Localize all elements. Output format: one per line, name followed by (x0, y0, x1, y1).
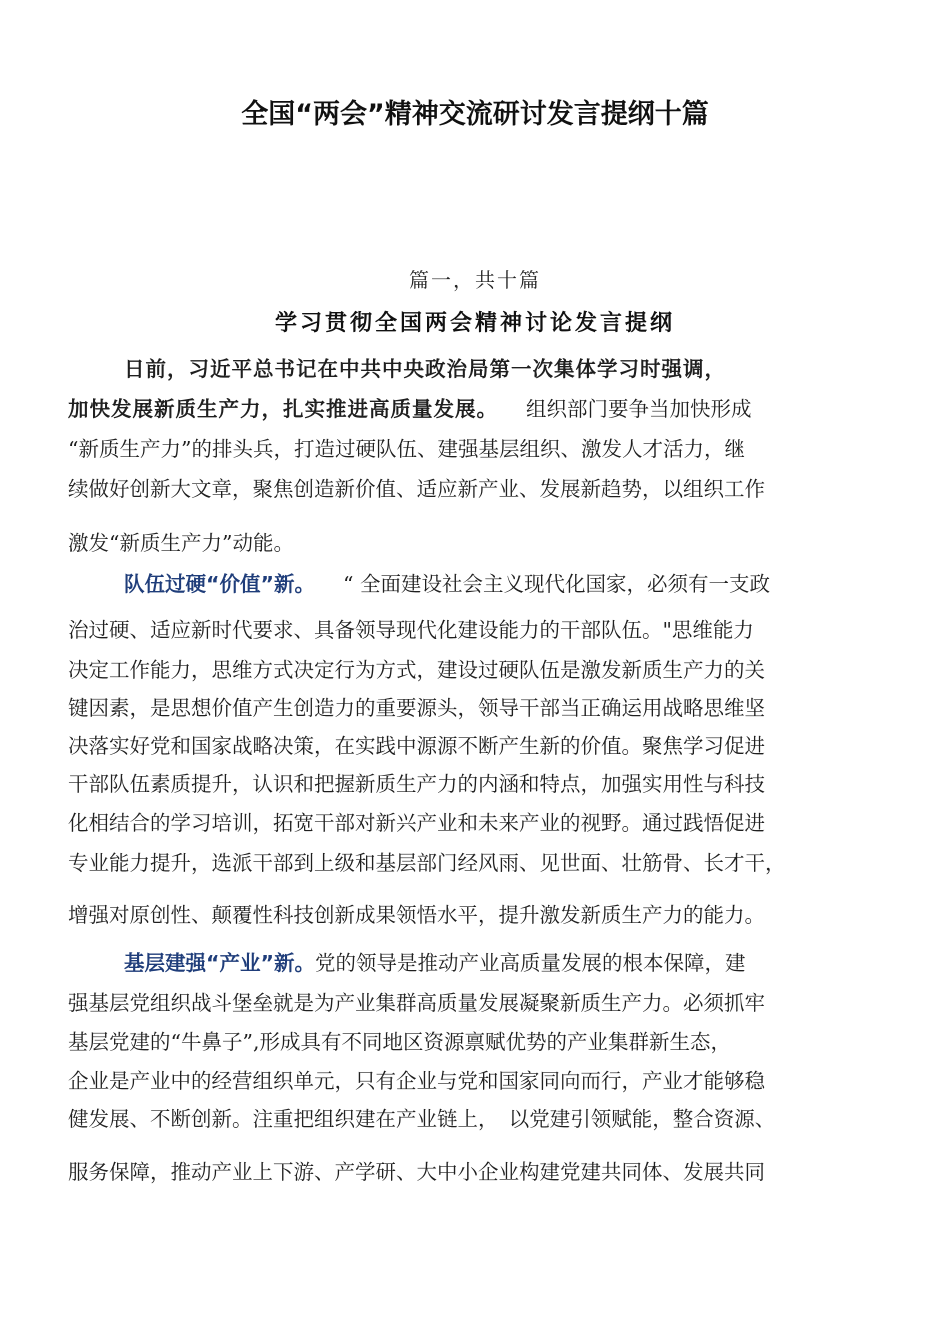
paragraph2-line9: 增强对原创性、颠覆性科技创新成果领悟水平，提升激发新质生产力的能力。 (68, 903, 765, 927)
paragraph3-heading: 基层建强“产业”新。 (124, 951, 315, 975)
paragraph2-line5: 决落实好党和国家战略决策，在实践中源源不断产生新的价值。聚焦学习促进 (68, 734, 765, 758)
paragraph2-line1-rest: “ 全面建设社会主义现代化国家，必须有一支政 (342, 572, 770, 596)
paragraph1-lead-line1: 日前，习近平总书记在中共中央政治局第一次集体学习时强调， (124, 357, 726, 381)
paragraph3-line1 (68, 946, 888, 976)
paragraph1-line4: 续做好创新大文章，聚焦创造新价值、适应新产业、发展新趋势，以组织工作 (68, 477, 765, 501)
paragraph1-line5: 激发“新质生产力”动能。 (68, 531, 294, 555)
paragraph1-line1 (68, 352, 888, 382)
paragraph2-line2: 治过硬、适应新时代要求、具备领导现代化建设能力的干部队伍。"思维能力 (68, 618, 754, 642)
paragraph1-line2-rest: 组织部门要争当加快形成 (526, 397, 752, 421)
paragraph3-line1-rest: 党的领导是推动产业高质量发展的根本保障，建 (314, 951, 746, 975)
paragraph2-line7: 化相结合的学习培训，拓宽干部对新兴产业和未来产业的视野。通过践悟促进 (68, 811, 765, 835)
paragraph3-line2: 强基层党组织战斗堡垒就是为产业集群高质量发展凝聚新质生产力。必须抓牢 (68, 991, 765, 1015)
paragraph2-line4: 键因素，是思想价值产生创造力的重要源头，领导干部当正确运用战略思维坚 (68, 696, 765, 720)
paragraph2-line8: 专业能力提升，选派干部到上级和基层部门经风雨、见世面、壮筋骨、长才干， (68, 851, 786, 875)
paragraph3-line3: 基层党建的“牛鼻子”,形成具有不同地区资源禀赋优势的产业集群新生态， (68, 1030, 731, 1054)
paragraph2-line6: 干部队伍素质提升，认识和把握新质生产力的内涵和特点，加强实用性与科技 (68, 772, 765, 796)
paragraph1-line3: “新质生产力”的排头兵，打造过硬队伍、建强基层组织、激发人才活力，继 (68, 437, 745, 461)
paragraph2-line3: 决定工作能力，思维方式决定行为方式，建设过硬队伍是激发新质生产力的关 (68, 658, 765, 682)
paragraph2-line1 (68, 567, 888, 597)
document-title: 全国“两会”精神交流研讨发言提纲十篇 (241, 99, 709, 130)
paragraph3-line6: 服务保障，推动产业上下游、产学研、大中小企业构建党建共同体、发展共同 (68, 1160, 765, 1184)
paragraph1-lead-line2: 加快发展新质生产力，扎实推进高质量发展。 (68, 397, 498, 421)
paragraph2-heading: 队伍过硬“价值”新。 (124, 572, 315, 596)
section-label: 篇一，共十篇 (409, 268, 541, 292)
paragraph1-line2 (68, 392, 888, 422)
paragraph3-line4: 企业是产业中的经营组织单元，只有企业与党和国家同向而行，产业才能够稳 (68, 1069, 765, 1093)
paragraph3-line5: 健发展、不断创新。注重把组织建在产业链上， 以党建引领赋能，整合资源、 (68, 1107, 776, 1131)
section-title: 学习贯彻全国两会精神讨论发言提纲 (274, 311, 675, 336)
